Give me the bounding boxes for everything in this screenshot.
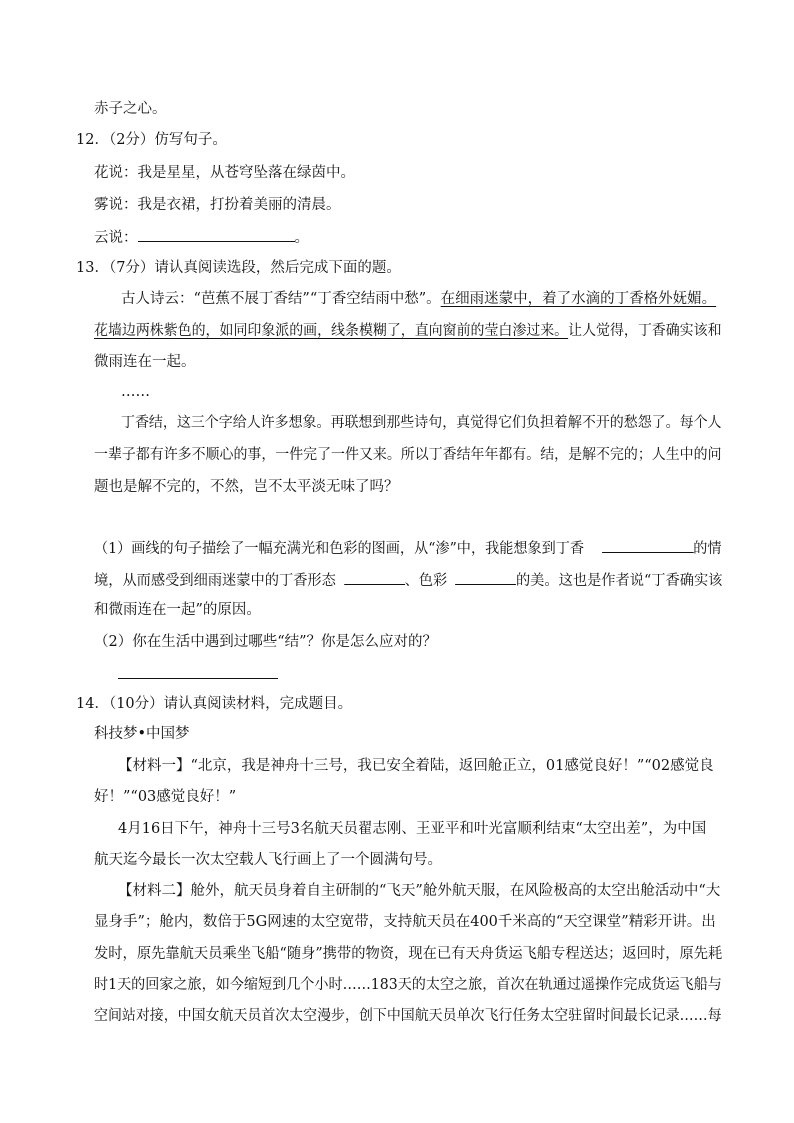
q13-sub1-text-d: 、色彩: [404, 573, 448, 589]
q14-material2-line-1: 【材料二】舱外，航天员身着自主研制的“飞天”舱外航天服，在风险极高的太空出舱活动中“大: [118, 883, 721, 899]
q13-ellipsis: ……: [121, 384, 150, 400]
q14-material2-line-5: 空间站对接，中国女航天员首次太空漫步，创下中国航天员单次飞行任务太空驻留时间最长记录……每: [94, 1008, 722, 1024]
q13-sub1-text-c: 境，从而感受到细雨迷蒙中的丁香形态: [94, 573, 336, 589]
q14-material1-para2-line-2: 航天迄今最长一次太空载人飞行画上了一个圆满句号。: [94, 852, 442, 868]
q13-passage-plain-2: 让人觉得，丁香确实该和: [568, 323, 722, 339]
q13-sub1-line-1: [94, 538, 722, 559]
q13-passage-line-3: 微雨连在一起。: [94, 354, 196, 370]
q14-header: 14．（10分）请认真阅读材料，完成题目。: [76, 696, 353, 712]
q13-sub1-text-b: 的情: [693, 541, 722, 557]
q12-flower-sentence: 花说：我是星星，从苍穹坠落在绿茵中。: [94, 165, 355, 181]
q13-passage2-line-3: 题也是解不完的，不然，岂不太平淡无味了吗？: [94, 479, 399, 495]
q14-title: 科技梦•中国梦: [94, 726, 190, 742]
q13-sub1-line-3: 和微雨连在一起”的原因。: [94, 602, 261, 618]
q13-passage-line-1: [121, 289, 716, 309]
q12-answer-blank[interactable]: [138, 227, 295, 242]
q12-cloud-suffix: 。: [294, 230, 309, 246]
q13-underlined-sentence-a: 在细雨迷蒙中，着了水滴的丁香格外妩媚。: [440, 291, 717, 307]
q12-header: 12．（2分）仿写句子。: [76, 132, 227, 148]
q13-sub2-answer-line[interactable]: [118, 678, 278, 679]
q14-material1-line-1: 【材料一】“北京，我是神舟十三号，我已安全着陆，返回舱正立，01感觉良好！”“02感觉良: [118, 758, 714, 774]
q13-passage-line-2: [94, 321, 722, 341]
q13-sub2-question: （2）你在生活中遇到过哪些“结”？你是怎么应对的？: [94, 634, 438, 650]
q14-material1-para2-line-1: 4月16日下午，神舟十三号3名航天员翟志刚、王亚平和叶光富顺利结束“太空出差”，为中国: [118, 821, 707, 837]
q13-sub1-text-e: 的美。这也是作者说“丁香确实该: [515, 573, 723, 589]
q13-passage-plain: 古人诗云：“芭蕉不展丁香结”“丁香空结雨中愁”。: [121, 291, 441, 307]
q14-material1-line-2: 好！”“03感觉良好！”: [94, 789, 237, 805]
q13-passage2-line-1: 丁香结，这三个字给人许多想象。再联想到那些诗句，真觉得它们负担着解不开的愁怨了。每个人: [121, 415, 722, 431]
q14-material2-line-4: 时1天的回家之旅，如今缩短到几个小时……183天的太空之旅，首次在轨通过遥操作完成货运飞船与: [94, 977, 722, 993]
q13-sub1-blank-scene[interactable]: [602, 538, 694, 553]
q13-passage2-line-2: 一辈子都有许多不顺心的事，一件完了一件又来。所以丁香结年年都有。结，是解不完的；人生中的问: [94, 447, 722, 463]
q13-underlined-sentence-b: 花墙边两株紫色的，如同印象派的画，线条模糊了，直向窗前的莹白渗过来。: [94, 323, 569, 339]
q13-sub1-blank-shape[interactable]: [344, 570, 405, 585]
q12-cloud-prefix: 云说：: [94, 230, 138, 246]
q12-fog-sentence: 雾说：我是衣裙，打扮着美丽的清晨。: [94, 197, 341, 213]
q13-header: 13．（7分）请认真阅读选段，然后完成下面的题。: [76, 260, 401, 276]
q14-material2-line-3: 发时，原先靠航天员乘坐飞船“随身”携带的物资，现在已有天舟货运飞船专程送达；返回时，原先耗: [94, 946, 723, 962]
q12-cloud-line: [94, 227, 309, 248]
previous-answer-tail: 赤子之心。: [94, 101, 167, 117]
q13-sub1-line-2: [94, 570, 722, 591]
q14-material2-line-2: 显身手”；舱内，数倍于5G网速的太空宽带，支持航天员在400千米高的“天空课堂”精彩开讲。出: [94, 914, 716, 930]
q13-sub1-text-a: （1）画线的句子描绘了一幅充满光和色彩的图画，从“渗”中，我能想象到丁香: [94, 541, 585, 557]
q13-sub1-blank-color[interactable]: [455, 570, 516, 585]
